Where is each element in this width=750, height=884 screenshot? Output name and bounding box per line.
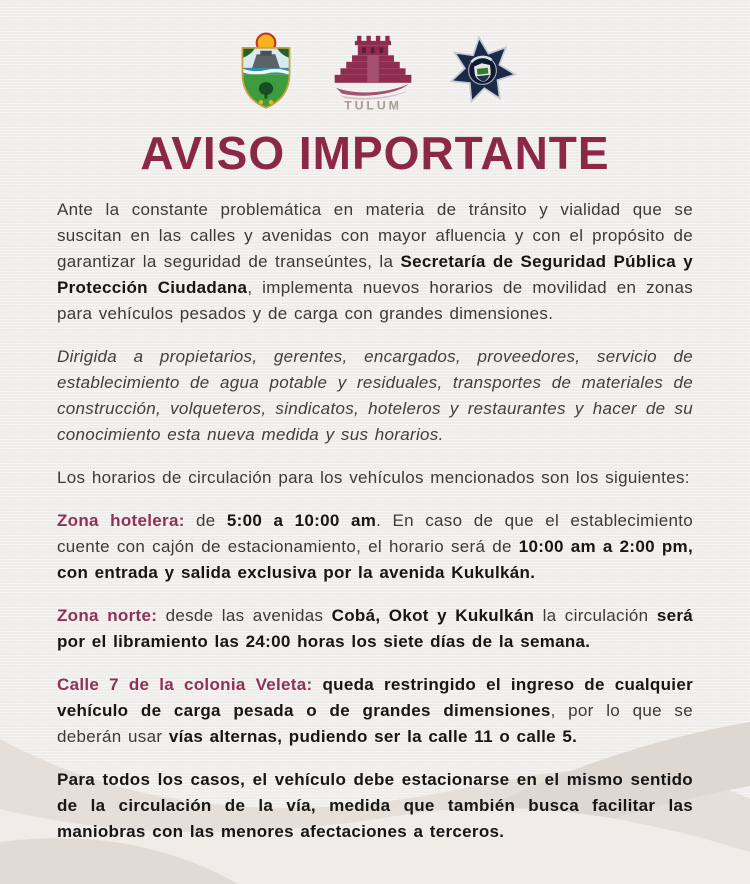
text-segment: Dirigida a propietarios, gerentes, encargados, proveedores, servicio de establecimiento de agua potable y residuales, transportes de materiales de construcción, volqueteros, sindicatos, hoteleros y restaurantes y hacer de su conocimiento esta nueva medida y sus horarios.	[57, 346, 693, 444]
police-star-icon	[444, 34, 521, 107]
paragraph-schedule-intro	[57, 465, 693, 491]
text-segment: Para todos los casos, el vehículo debe estacionarse en el mismo sentido de la circulación de la vía, medida que también busca facilitar las maniobras con las menores afectaciones a terceros.	[57, 769, 693, 841]
text-segment: 10:00 am a 2:00 pm, con entrada y salida exclusiva por la avenida Kukulkán.	[57, 536, 693, 582]
text-segment: vías alternas, pudiendo ser la calle 11 o calle 5.	[168, 726, 578, 746]
zone-label: Calle 7 de la colonia Veleta:	[57, 674, 313, 694]
paragraph-audience	[57, 344, 693, 448]
tulum-logo-icon	[326, 30, 420, 111]
text-segment: desde las avenidas	[157, 605, 332, 625]
text-segment: Secretaría de Seguridad Pública y Protección Ciudadana	[57, 251, 694, 297]
text-segment: Ante la constante problemática en materia de tránsito y vialidad que se suscitan en las calles y avenidas con mayor afluencia y con el propósito de garantizar la seguridad de transeúntes, la	[57, 199, 693, 271]
text-segment: la circulación	[534, 605, 657, 625]
zone-label: Zona hotelera:	[57, 510, 185, 530]
paragraph-final-note	[57, 767, 693, 845]
municipal-crest-icon	[230, 30, 302, 110]
paragraph-intro	[57, 197, 693, 327]
text-segment: , por lo que se deberán usar	[57, 700, 693, 746]
zone-label: Zona norte:	[57, 605, 158, 625]
page-title: AVISO IMPORTANTE	[140, 127, 610, 179]
text-segment: . En caso de que el establecimiento cuente con cajón de estacionamiento, el horario será de	[57, 510, 694, 556]
logo-row	[57, 30, 693, 110]
paragraph-calle7-veleta	[57, 672, 693, 750]
text-segment: , implementa nuevos horarios de movilidad en zonas para vehículos pesados y de carga con grandes dimensiones.	[57, 277, 693, 323]
text-segment: queda restringido el ingreso de cualquier vehículo de carga pesada o de grandes dimensiones	[57, 674, 693, 720]
text-segment: Cobá, Okot y Kukulkán	[331, 605, 535, 625]
text-segment: será por el libramiento las 24:00 horas los siete días de la semana.	[57, 605, 694, 651]
text-segment: 5:00 a 10:00 am	[226, 510, 377, 530]
paragraph-zona-hotelera	[57, 508, 693, 586]
paragraph-zona-norte	[57, 603, 693, 655]
tulum-wordmark: TULUM	[343, 98, 402, 111]
text-segment: de	[184, 510, 227, 530]
text-segment: Los horarios de circulación para los vehículos mencionados son los siguientes:	[57, 467, 690, 487]
